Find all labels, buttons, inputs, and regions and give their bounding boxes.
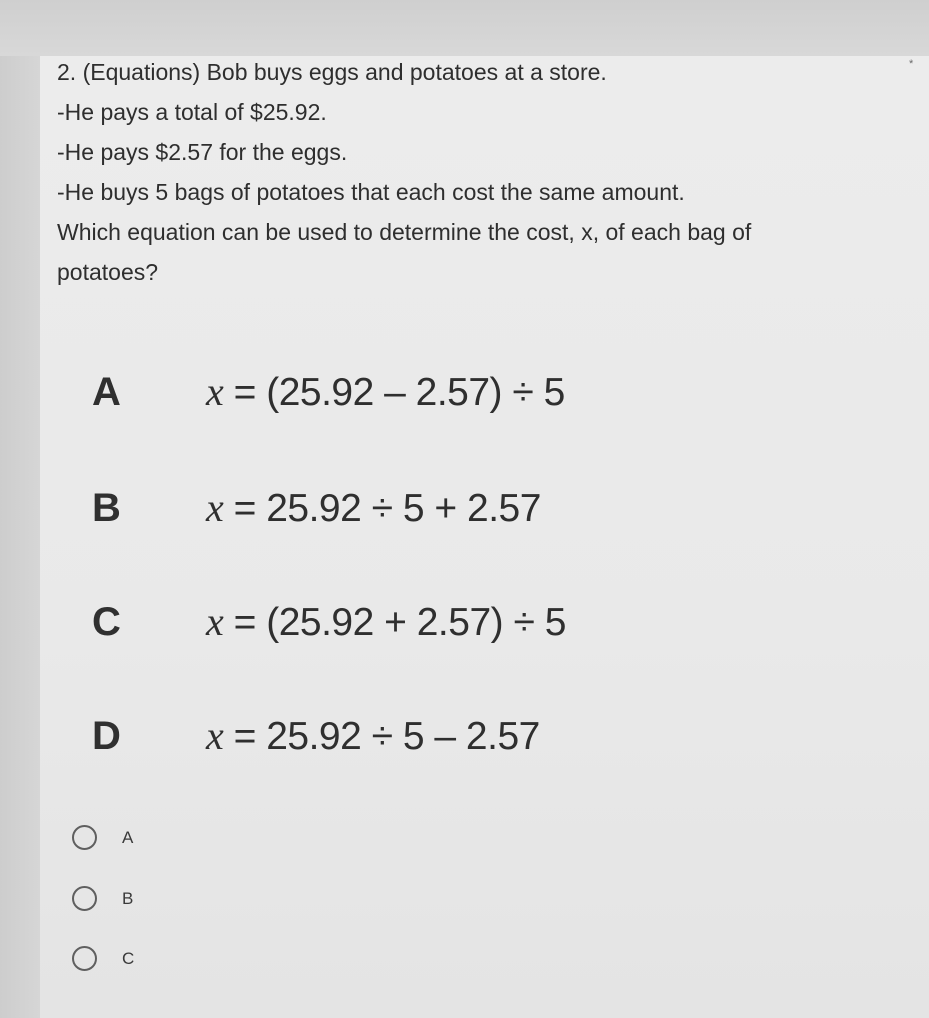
choice-letter: D	[92, 714, 121, 758]
question-line: 2. (Equations) Bob buys eggs and potatoes at a store.	[57, 59, 607, 85]
radio-circle-icon[interactable]	[72, 825, 97, 850]
equation-variable: x	[206, 599, 224, 644]
choice-letter: A	[92, 370, 121, 414]
equation-variable: x	[206, 369, 224, 414]
equation-expression: = 25.92 ÷ 5 + 2.57	[223, 487, 541, 530]
radio-label: B	[122, 889, 134, 908]
question-line: potatoes?	[57, 259, 159, 285]
question-line: -He pays a total of $25.92.	[57, 99, 327, 125]
equation-variable: x	[206, 485, 224, 530]
equation-expression: = (25.92 – 2.57) ÷ 5	[223, 371, 565, 414]
top-background	[0, 0, 929, 56]
radio-circle-icon[interactable]	[72, 946, 97, 971]
question-line: Which equation can be used to determine the cost, x, of each bag of	[57, 219, 752, 245]
left-margin	[0, 56, 40, 1018]
choice-equation	[206, 711, 540, 762]
radio-label: C	[122, 949, 135, 968]
question-text	[57, 52, 877, 292]
choice-letter: C	[92, 600, 121, 644]
question-line: -He pays $2.57 for the eggs.	[57, 139, 348, 165]
radio-label: A	[122, 828, 134, 847]
radio-circle-icon[interactable]	[72, 886, 97, 911]
choice-equation	[206, 367, 565, 418]
choice-equation	[206, 597, 566, 648]
equation-expression: = 25.92 ÷ 5 – 2.57	[223, 715, 540, 758]
required-asterisk: *	[909, 58, 914, 70]
equation-variable: x	[206, 713, 224, 758]
choice-letter: B	[92, 486, 121, 530]
choice-equation	[206, 483, 541, 534]
equation-expression: = (25.92 + 2.57) ÷ 5	[223, 601, 566, 644]
question-line: -He buys 5 bags of potatoes that each cost the same amount.	[57, 179, 685, 205]
